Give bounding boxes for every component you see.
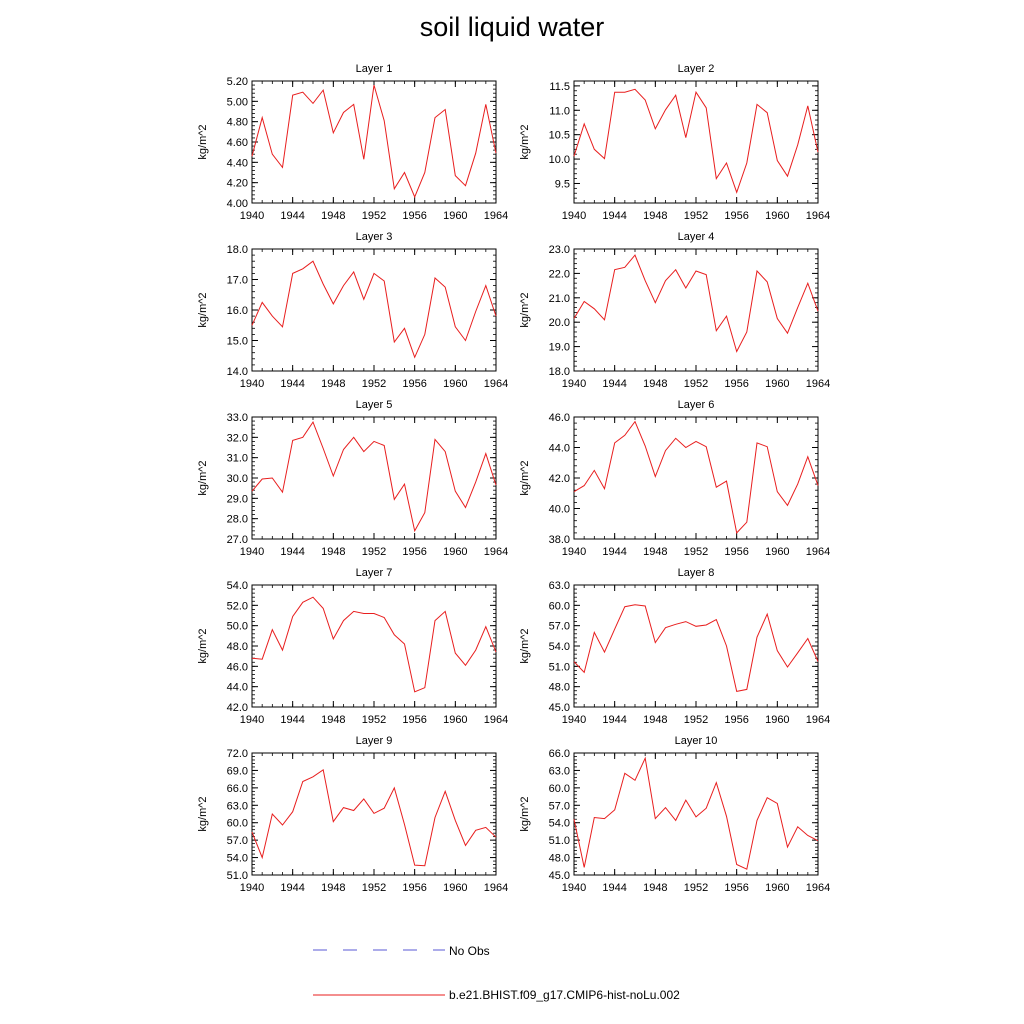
panel-title: Layer 6 [677,399,715,411]
panel-title: Layer 1 [355,63,393,75]
y-tick-label: 54.0 [226,852,248,865]
x-tick-label: 1952 [683,210,709,222]
x-tick-label: 1948 [643,714,668,726]
x-tick-label: 1944 [602,714,627,726]
x-tick-label: 1964 [805,714,831,726]
y-tick-label: 4.40 [226,157,248,170]
y-tick-label: 10.0 [548,154,570,167]
panel-title: Layer 7 [355,567,393,579]
y-tick-label: 66.0 [226,782,248,795]
y-tick-label: 38.0 [548,534,570,546]
x-tick-label: 1940 [239,210,265,222]
y-tick-label: 33.0 [226,412,248,424]
y-tick-label: 60.0 [548,600,570,613]
y-tick-label: 31.0 [226,452,248,465]
y-tick-label: 29.0 [226,493,248,506]
x-tick-label: 1964 [805,210,831,222]
x-tick-label: 1956 [402,210,427,222]
x-tick-label: 1956 [402,546,427,558]
x-tick-label: 1940 [239,378,265,390]
y-tick-label: 18.0 [548,366,570,378]
y-tick-label: 54.0 [548,817,570,830]
x-tick-label: 1952 [683,714,709,726]
y-tick-label: 44.0 [226,681,248,694]
x-tick-label: 1956 [724,210,749,222]
y-tick-label: 14.0 [226,366,248,378]
x-tick-label: 1940 [561,210,587,222]
y-tick-label: 48.0 [548,681,570,694]
y-tick-label: 16.0 [226,305,248,317]
y-tick-label: 18.0 [226,244,248,256]
y-tick-label: 4.60 [226,137,248,149]
x-tick-label: 1948 [321,714,346,726]
x-tick-label: 1944 [602,882,627,894]
y-axis-label: kg/m^2 [197,460,209,496]
x-tick-label: 1948 [643,546,668,558]
x-tick-label: 1952 [361,210,387,222]
x-tick-label: 1964 [483,378,509,390]
x-tick-label: 1940 [561,882,587,894]
y-tick-label: 15.0 [226,335,248,348]
y-axis-label: kg/m^2 [197,796,209,832]
y-tick-label: 4.80 [226,116,248,129]
y-tick-label: 22.0 [548,268,570,281]
y-axis-label: kg/m^2 [197,292,209,328]
x-tick-label: 1952 [361,714,387,726]
x-tick-label: 1960 [765,882,790,894]
panel-title: Layer 2 [677,63,715,75]
y-tick-label: 57.0 [548,620,570,633]
y-tick-label: 20.0 [548,317,570,330]
y-tick-label: 27.0 [226,534,248,546]
x-tick-label: 1940 [561,546,587,558]
y-tick-label: 46.0 [548,412,570,424]
y-tick-label: 28.0 [226,513,248,526]
y-tick-label: 32.0 [226,432,248,445]
y-tick-label: 5.00 [226,96,248,109]
y-tick-label: 63.0 [548,580,570,592]
x-tick-label: 1948 [321,882,346,894]
y-tick-label: 23.0 [548,244,570,256]
x-tick-label: 1964 [805,546,831,558]
y-tick-label: 57.0 [226,835,248,848]
y-tick-label: 17.0 [226,274,248,287]
x-tick-label: 1948 [321,378,346,390]
y-tick-label: 60.0 [226,817,248,830]
y-tick-label: 52.0 [226,600,248,613]
y-tick-label: 42.0 [226,702,248,714]
x-tick-label: 1940 [561,378,587,390]
x-tick-label: 1952 [683,546,709,558]
panel-title: Layer 10 [674,735,718,747]
x-tick-label: 1964 [483,210,509,222]
y-tick-label: 51.0 [548,661,570,674]
legend-label-no-obs: No Obs [449,944,490,958]
y-tick-label: 42.0 [548,473,570,485]
y-axis-label: kg/m^2 [519,460,531,496]
x-tick-label: 1948 [321,546,346,558]
x-tick-label: 1960 [443,378,468,390]
x-tick-label: 1948 [321,210,346,222]
y-tick-label: 21.0 [548,292,570,305]
y-tick-label: 51.0 [548,835,570,848]
x-tick-label: 1944 [280,546,305,558]
y-tick-label: 11.5 [549,80,570,93]
x-tick-label: 1944 [280,210,305,222]
y-axis-label: kg/m^2 [197,124,209,160]
x-tick-label: 1952 [683,882,709,894]
x-tick-label: 1952 [683,378,709,390]
x-tick-label: 1956 [724,378,749,390]
panel-title: Layer 5 [355,399,393,411]
y-axis-label: kg/m^2 [519,292,531,328]
x-tick-label: 1956 [402,378,427,390]
x-tick-label: 1956 [402,882,427,894]
x-tick-label: 1964 [805,882,831,894]
y-tick-label: 5.20 [226,76,248,88]
y-tick-label: 66.0 [548,748,570,760]
x-tick-label: 1964 [805,378,831,390]
y-tick-label: 60.0 [548,782,570,795]
x-tick-label: 1964 [483,546,509,558]
y-tick-label: 44.0 [548,442,570,455]
y-tick-label: 4.00 [226,198,248,210]
y-tick-label: 45.0 [548,702,570,714]
x-tick-label: 1960 [443,882,468,894]
panel-title: Layer 9 [355,735,393,747]
y-tick-label: 30.0 [226,473,248,485]
x-tick-label: 1952 [361,546,387,558]
x-tick-label: 1960 [765,546,790,558]
panel-title: Layer 8 [677,567,715,579]
x-tick-label: 1952 [361,882,387,894]
x-tick-label: 1944 [280,882,305,894]
x-tick-label: 1944 [280,378,305,390]
y-axis-label: kg/m^2 [519,124,531,160]
x-tick-label: 1956 [724,546,749,558]
x-tick-label: 1944 [602,210,627,222]
panel-title: Layer 3 [355,231,393,243]
x-tick-label: 1960 [443,546,468,558]
x-tick-label: 1948 [643,210,668,222]
x-tick-label: 1948 [643,882,668,894]
x-tick-label: 1964 [483,714,509,726]
x-tick-label: 1960 [443,210,468,222]
y-tick-label: 46.0 [226,661,248,674]
x-tick-label: 1948 [643,378,668,390]
x-tick-label: 1956 [402,714,427,726]
y-axis-label: kg/m^2 [519,628,531,664]
x-tick-label: 1960 [765,210,790,222]
x-tick-label: 1944 [602,546,627,558]
y-tick-label: 48.0 [226,641,248,653]
panel-title: Layer 4 [677,231,715,243]
x-tick-label: 1960 [765,378,790,390]
x-tick-label: 1940 [561,714,587,726]
x-tick-label: 1956 [724,882,749,894]
x-tick-label: 1944 [602,378,627,390]
y-tick-label: 50.0 [226,620,248,633]
x-tick-label: 1940 [239,714,265,726]
y-tick-label: 40.0 [548,503,570,516]
y-tick-label: 63.0 [548,765,570,778]
y-tick-label: 54.0 [548,641,570,653]
y-axis-label: kg/m^2 [519,796,531,832]
y-tick-label: 51.0 [226,870,248,882]
y-tick-label: 11.0 [549,105,570,118]
x-tick-label: 1960 [765,714,790,726]
x-tick-label: 1944 [280,714,305,726]
y-tick-label: 57.0 [548,800,570,813]
y-axis-label: kg/m^2 [197,628,209,664]
y-tick-label: 69.0 [226,765,248,778]
y-tick-label: 72.0 [226,748,248,760]
y-tick-label: 10.5 [548,129,570,142]
y-tick-label: 63.0 [226,800,248,813]
y-tick-label: 4.20 [226,177,248,190]
y-tick-label: 45.0 [548,870,570,882]
x-tick-label: 1964 [483,882,509,894]
x-tick-label: 1940 [239,546,265,558]
legend-label-model: b.e21.BHIST.f09_g17.CMIP6-hist-noLu.002 [449,988,680,1002]
x-tick-label: 1960 [443,714,468,726]
x-tick-label: 1940 [239,882,265,894]
y-tick-label: 9.5 [554,178,570,191]
page-title: soil liquid water [419,12,605,42]
y-tick-label: 54.0 [226,580,248,592]
y-tick-label: 19.0 [548,341,570,354]
x-tick-label: 1956 [724,714,749,726]
x-tick-label: 1952 [361,378,387,390]
y-tick-label: 48.0 [548,852,570,865]
